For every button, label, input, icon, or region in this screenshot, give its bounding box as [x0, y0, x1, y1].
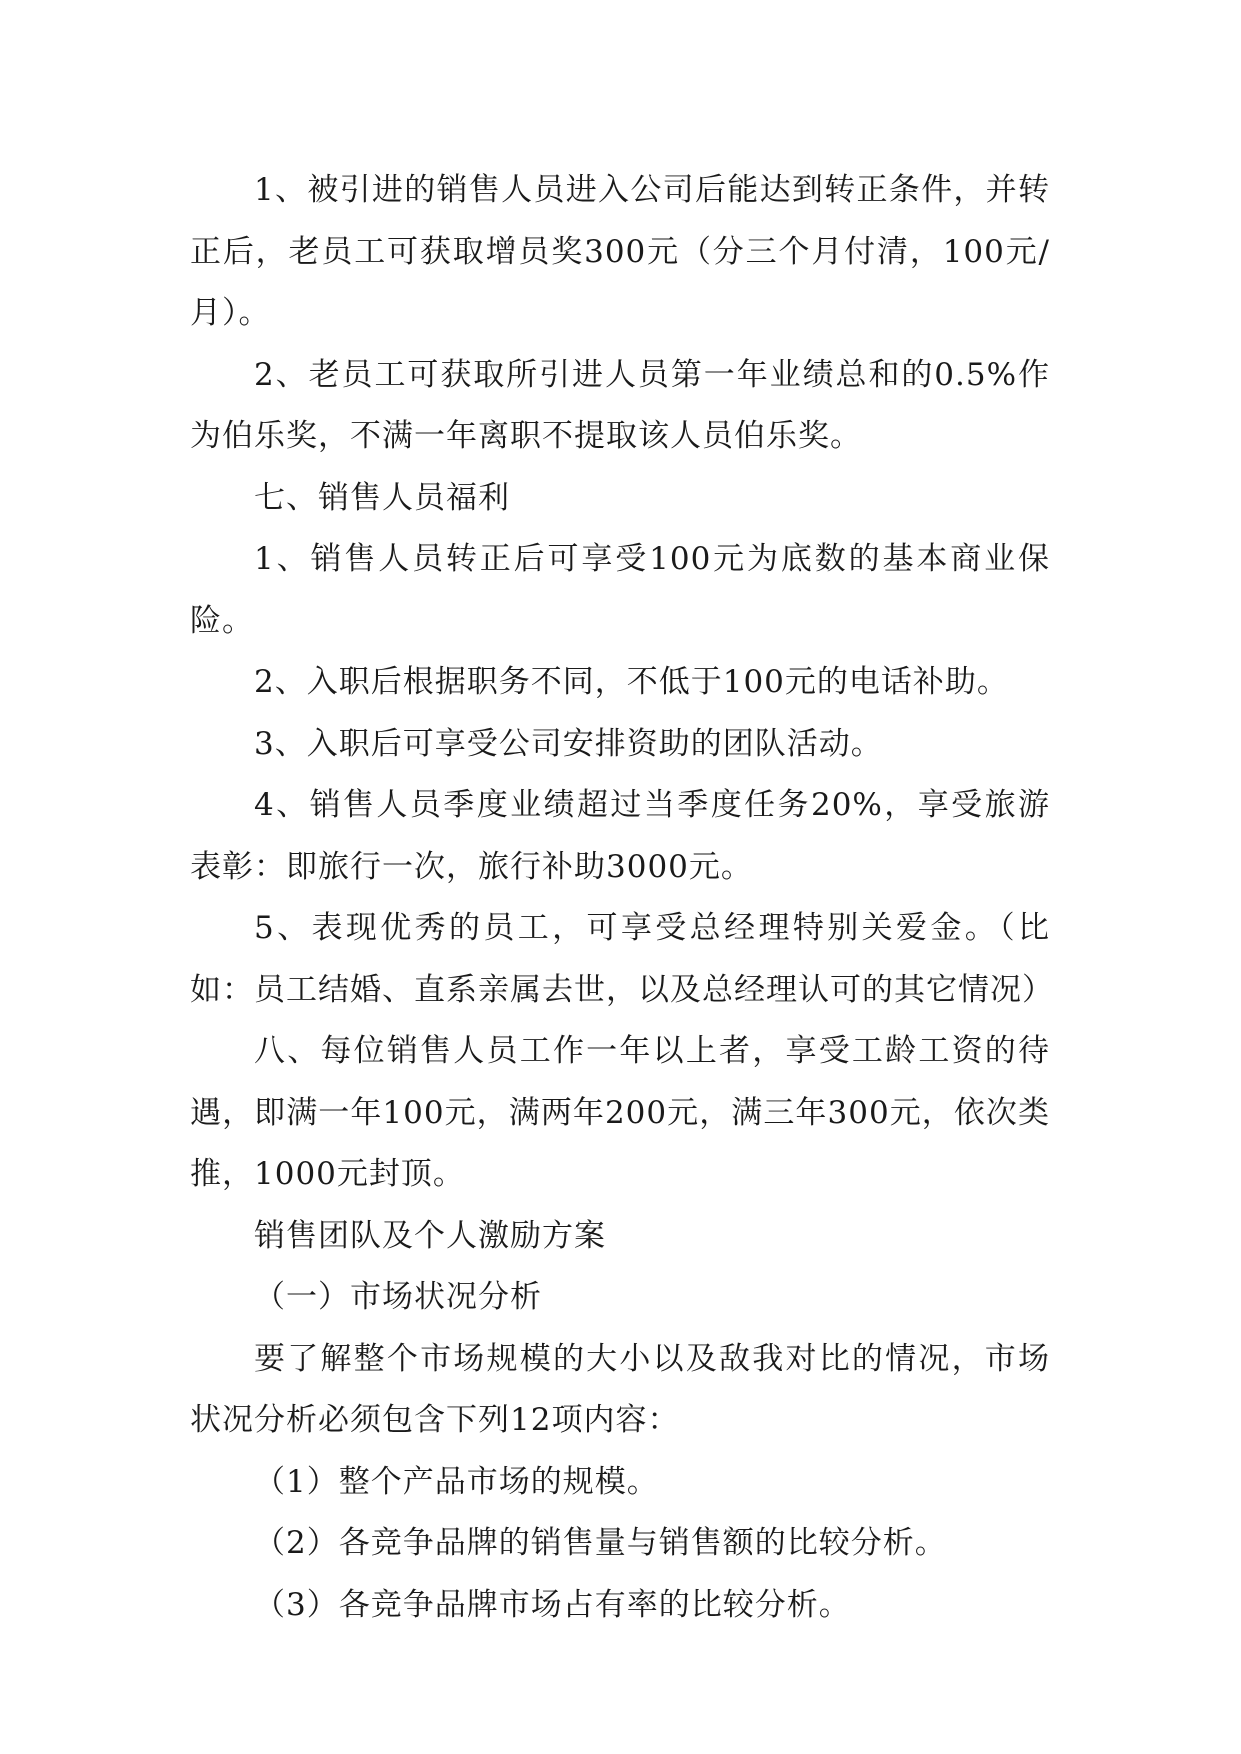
list-item-market-size: （1）整个产品市场的规模。 [254, 1463, 659, 1500]
paragraph-referral-bonus: 1、被引进的销售人员进入公司后能达到转正条件，并转正后，老员工可获取增员奖300元（分三个月付清，100元/月）。 [190, 172, 1050, 331]
paragraph-travel-award: 4、销售人员季度业绩超过当季度任务20%，享受旅游表彰：即旅行一次，旅行补助3000元。 [190, 787, 1050, 885]
paragraph-team-activity: 3、入职后可享受公司安排资助的团队活动。 [254, 725, 883, 762]
subheading-market-analysis: （一）市场状况分析 [254, 1279, 542, 1315]
heading-incentive-plan: 销售团队及个人激励方案 [254, 1217, 606, 1254]
paragraph-care-fund: 5、表现优秀的员工，可享受总经理特别关爱金。（比如：员工结婚、直系亲属去世，以及总经理认可的其它情况） [190, 910, 1054, 1008]
paragraph-insurance: 1、销售人员转正后可享受100元为底数的基本商业保险。 [190, 541, 1050, 639]
section-heading-seniority-pay: 八、每位销售人员工作一年以上者，享受工龄工资的待遇，即满一年100元，满两年200元，满三年300元，依次类推，1000元封顶。 [190, 1033, 1050, 1192]
section-heading-welfare: 七、销售人员福利 [254, 479, 510, 516]
paragraph-bole-award: 2、老员工可获取所引进人员第一年业绩总和的0.5%作为伯乐奖，不满一年离职不提取该人员伯乐奖。 [190, 356, 1050, 454]
list-item-market-share: （3）各竞争品牌市场占有率的比较分析。 [254, 1586, 851, 1623]
paragraph-market-analysis-intro: 要了解整个市场规模的大小以及敌我对比的情况，市场状况分析必须包含下列12项内容： [190, 1340, 1050, 1438]
document-body [190, 160, 1054, 1636]
list-item-sales-comparison: （2）各竞争品牌的销售量与销售额的比较分析。 [254, 1525, 947, 1561]
paragraph-phone-subsidy: 2、入职后根据职务不同，不低于100元的电话补助。 [254, 664, 1009, 700]
